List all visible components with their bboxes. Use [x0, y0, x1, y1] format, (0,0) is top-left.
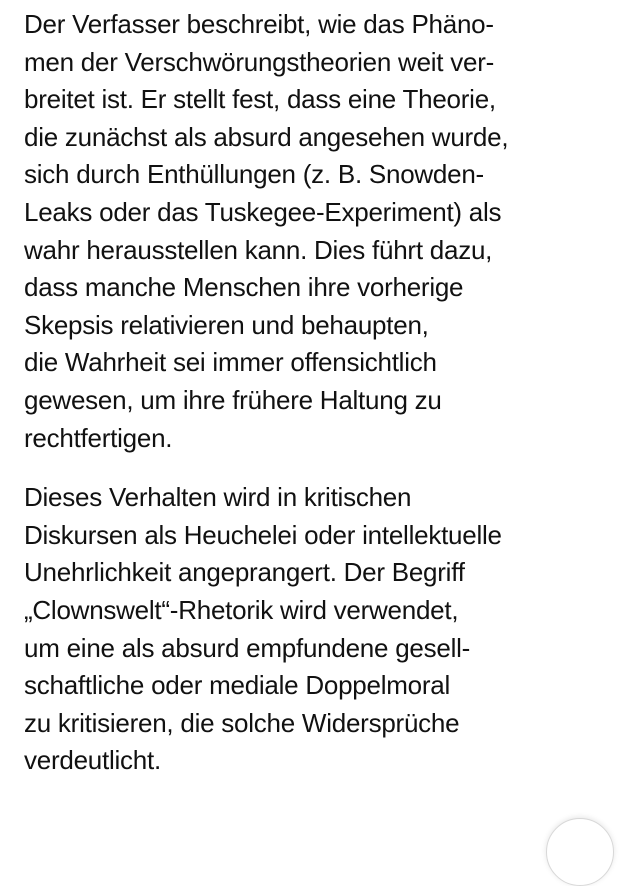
text-line: die zunächst als absurd angesehen wurde,	[24, 121, 509, 152]
text-line: Dieses Verhalten wird in kritischen	[24, 482, 412, 513]
text-line: men der Verschwörungstheorien weit ver-	[24, 46, 495, 77]
text-line: Diskursen als Heuchelei oder intellektuelle	[24, 519, 502, 550]
text-line: schaftliche oder mediale Doppelmoral	[24, 670, 451, 701]
text-line: zu kritisieren, die solche Widersprüche	[24, 707, 460, 738]
paragraph-1	[24, 6, 624, 457]
text-line: Skepsis relativieren und behaupten,	[24, 309, 429, 340]
text-line: breitet ist. Er stellt fest, dass eine Theorie,	[24, 84, 496, 115]
text-line: um eine als absurd empfundene gesell-	[24, 632, 471, 663]
text-line: Der Verfasser beschreibt, wie das Phäno-	[24, 9, 494, 39]
text-line: „Clownswelt“-Rhetorik wird verwendet,	[24, 594, 459, 625]
floating-action-button[interactable]	[546, 818, 614, 886]
text-line: rechtfertigen.	[24, 422, 173, 453]
text-line: sich durch Enthüllungen (z. B. Snowden-	[24, 159, 484, 190]
text-line: gewesen, um ihre frühere Haltung zu	[24, 384, 442, 415]
text-line: wahr herausstellen kann. Dies führt dazu,	[24, 234, 493, 265]
document-body	[24, 6, 624, 780]
text-line: die Wahrheit sei immer offensichtlich	[24, 347, 437, 378]
paragraph-2	[24, 479, 624, 780]
text-line: Leaks oder das Tuskegee-Experiment) als	[24, 196, 502, 227]
text-line: verdeutlicht.	[24, 745, 161, 776]
text-line: dass manche Menschen ihre vorherige	[24, 272, 464, 303]
text-line: Unehrlichkeit angeprangert. Der Begriff	[24, 557, 465, 588]
